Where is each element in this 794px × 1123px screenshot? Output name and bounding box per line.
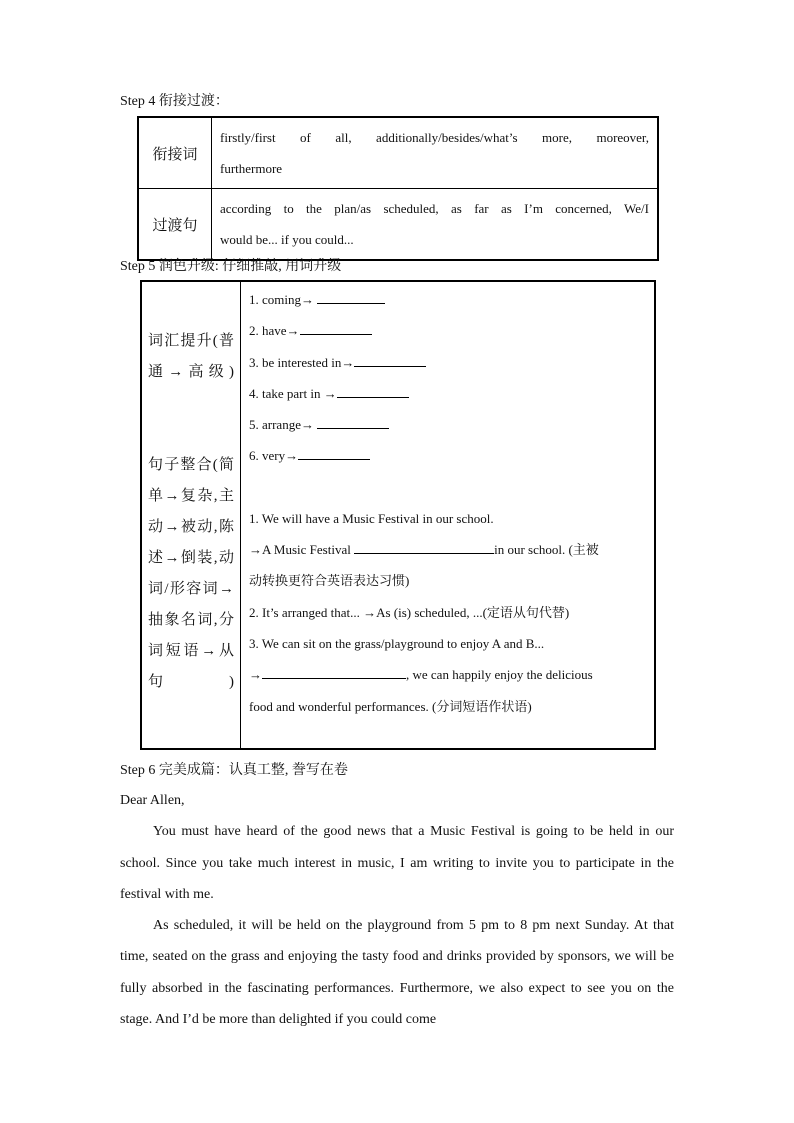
polish-table	[140, 280, 656, 750]
vocab-item-1: 1. coming→	[249, 284, 646, 315]
vocab-item-6: 6. very→	[249, 440, 646, 471]
answer-blank[interactable]	[317, 289, 385, 304]
answer-blank[interactable]	[354, 539, 494, 554]
sentence-3-line2: → , we can happily enjoy the delicious	[249, 659, 646, 690]
answer-blank[interactable]	[298, 445, 370, 460]
table-row	[138, 117, 658, 189]
sentence-3-line3: food and wonderful performances. (分词短语作状语)	[249, 698, 532, 714]
sentence-1-line1: 1. We will have a Music Festival in our school.	[249, 510, 494, 526]
transition-sentence-line2: would be... if you could...	[220, 232, 354, 247]
letter-paragraph-1: You must have heard of the good news that a Music Festival is going to be held in our school. Since you take much interest in music, I am writing to invite you to participate in the festival with me.	[120, 824, 674, 902]
table-row	[138, 189, 658, 261]
transition-sentence-label: 过渡句	[138, 189, 212, 261]
sentence-1-line2: →A Music Festival in our school. (主被	[249, 534, 646, 565]
cohesive-words-cell	[212, 117, 659, 189]
vocab-item-2: 2. have→	[249, 315, 646, 346]
vocab-item-5: 5. arrange→	[249, 409, 646, 440]
answer-blank[interactable]	[354, 352, 426, 367]
table-row	[141, 281, 655, 749]
answer-blank[interactable]	[337, 383, 409, 398]
vocab-upgrade-label: 词汇提升(普通→高级)	[148, 333, 234, 380]
content-cell	[241, 281, 656, 749]
step5-heading: Step 5 润色升级: 仔细推敲, 用词升级	[120, 259, 342, 274]
sentence-combine-label: 句子整合(简单→复杂,主动→被动,陈述→倒装,动词/形容词→抽象名词,分词短语→从句)	[148, 457, 234, 690]
sentence-2: 2. It’s arranged that... →As (is) scheduled, ...(定语从句代替)	[249, 604, 570, 620]
sample-letter	[120, 785, 674, 1035]
transition-table	[137, 116, 659, 261]
cohesive-words-line2: furthermore	[220, 161, 283, 176]
transition-sentence-line1: according to the plan/as scheduled, as far as I’m concerned, We/I	[220, 201, 649, 216]
vocab-item-4: 4. take part in →	[249, 378, 646, 409]
step4-heading: Step 4 衔接过渡：	[120, 94, 229, 109]
cohesive-words-label: 衔接词	[138, 117, 212, 189]
vocab-item-3: 3. be interested in→	[249, 347, 646, 378]
answer-blank[interactable]	[300, 320, 372, 335]
answer-blank[interactable]	[262, 664, 406, 679]
sentence-1-line3: 动转换更符合英语表达习惯)	[249, 573, 410, 589]
letter-paragraph-2: As scheduled, it will be held on the playground from 5 pm to 8 pm next Sunday. At that time, seated on the grass and enjoying the tasty food and drinks provided by sponsors, we will be fully absorbed in the fascinating performances. Furthermore, we also expect to see you on the stage. And I’d be more than delighted if you could come	[120, 918, 674, 1028]
step6-heading: Step 6 完美成篇：认真工整, 誊写在卷	[120, 763, 348, 778]
sentence-3-line1: 3. We can sit on the grass/playground to enjoy A and B...	[249, 635, 545, 651]
cohesive-words-line1: firstly/first of all, additionally/besides/what’s more, moreover,	[220, 130, 649, 145]
answer-blank[interactable]	[317, 414, 389, 429]
letter-salutation: Dear Allen,	[120, 793, 185, 808]
label-cell	[141, 281, 241, 749]
transition-sentence-cell	[212, 189, 659, 261]
